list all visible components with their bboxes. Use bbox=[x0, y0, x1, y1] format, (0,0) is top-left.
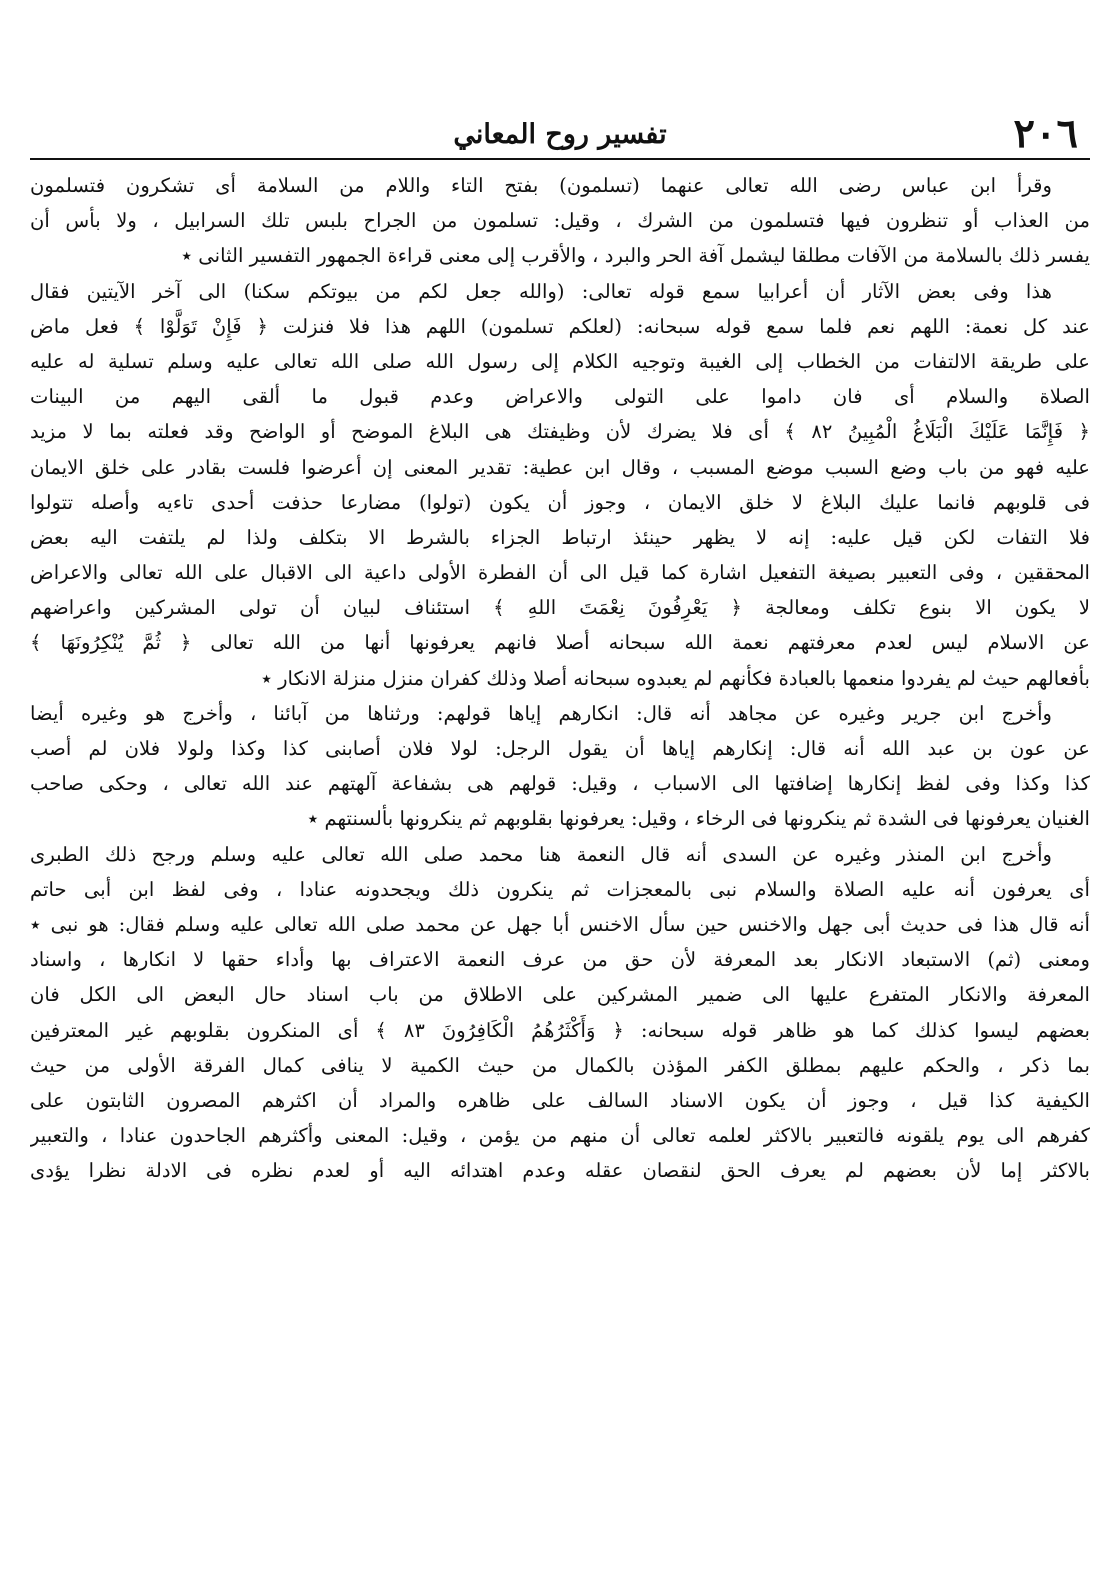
text-line: عن الاسلام ليس لعدم معرفتهم نعمة الله سبحانه أصلا فانهم يعرفونها أنها من الله تعالى ﴿ ثُمَّ يُنْكِرُونَهَا ﴾ bbox=[30, 631, 1090, 655]
text-line: الصلاة والسلام أى فان داموا على التولى والاعراض وعدم قبول ما ألقى اليهم من البينات bbox=[30, 385, 1090, 409]
text-line: بما ذكر ، والحكم عليهم بمطلق الكفر المؤذن بالكمال من حيث الكمية لا ينافى كمال الفرقة الأولى من حيث bbox=[30, 1053, 1090, 1077]
text-line: هذا وفى بعض الآثار أن أعرابيا سمع قوله تعالى: (والله جعل لكم من بيوتكم سكنا) الى آخر الآيتين فقال bbox=[30, 279, 1052, 303]
text-line: بعضهم ليسوا كذلك كما هو ظاهر قوله سبحانه: ﴿ وَأَكْثَرُهُمُ الْكَافِرُونَ ٨٣ ﴾ أى المنكرون بقلوبهم غير المعترفين bbox=[30, 1018, 1090, 1042]
text-line: كفرهم الى يوم يلقونه فالتعبير بالاكثر لعلمه تعالى أن منهم من يؤمن ، وقيل: المعنى وأكثرهم الجاحدون عنادا ، والتعبير bbox=[30, 1124, 1090, 1148]
text-line: المعرفة والانكار المتفرع عليها الى ضمير المشركين على الاطلاق من باب اسناد حال البعض الى الكل فان bbox=[30, 983, 1090, 1007]
text-line: أنه قال هذا فى حديث أبى جهل والاخنس حين سأل الاخنس أبا جهل عن محمد صلى الله تعالى عليه وسلم فقال: هو نبى ٭ bbox=[30, 912, 1090, 936]
text-line: كذا وكذا وفى لفظ إنكارها إضافتها الى الاسباب ، وقيل: قولهم هى بشفاعة آلهتهم عند الله تعالى ، وحكى صاحب bbox=[30, 772, 1090, 796]
text-line: الغنيان يعرفونها فى الشدة ثم ينكرونها فى الرخاء ، وقيل: يعرفونها بقلوبهم ثم ينكرونها بألسنتهم ٭ bbox=[307, 807, 1090, 831]
text-line: عليه فهو من باب وضع السبب موضع المسبب ، وقال ابن عطية: تقدير المعنى إن أعرضوا فلست بقادر على خلق الايمان bbox=[30, 455, 1090, 479]
text-line: فلا التفات لكن قيل عليه: إنه لا يظهر حينئذ ارتباط الجزاء بالشرط الا بتكلف ولذا لم يلتفت اليه بعض bbox=[30, 525, 1090, 549]
text-line: الكيفية كذا قيل ، وجوز أن يكون الاسناد السالف على ظاهره والمراد أن اكثرهم المصرون الثابتون على bbox=[30, 1088, 1090, 1112]
text-line: ومعنى (ثم) الاستبعاد الانكار بعد المعرفة لأن حق من عرف النعمة الاعتراف بها وأداء حقها لا انكارها ، واسناد bbox=[30, 948, 1090, 972]
text-line: وأخرج ابن المنذر وغيره عن السدى أنه قال النعمة هنا محمد صلى الله تعالى عليه وسلم ورجح ذلك الطبرى bbox=[30, 842, 1052, 866]
text-line: أى يعرفون أنه عليه الصلاة والسلام نبى بالمعجزات ثم ينكرون ذلك ويجحدونه عنادا ، وفى لفظ ابن أبى حاتم bbox=[30, 877, 1090, 901]
text-line: ﴿ فَإِنَّمَا عَلَيْكَ الْبَلَاغُ الْمُبِينُ ٨٢ ﴾ أى فلا يضرك لأن وظيفتك هى البلاغ الموضح أو الواضح وقد فعلته بما لا مزيد bbox=[30, 420, 1090, 444]
text-line: وقرأ ابن عباس رضى الله تعالى عنهما (تسلمون) بفتح التاء واللام من السلامة أى تشكرون فتسلمون bbox=[30, 174, 1052, 197]
text-line: وأخرج ابن جرير وغيره عن مجاهد أنه قال: انكارهم إياها قولهم: ورثناها من آبائنا ، وأخرج هو وغيره أيضا bbox=[30, 701, 1052, 725]
page-header bbox=[30, 108, 1090, 160]
text-line: بأفعالهم حيث لم يفردوا منعمها بالعبادة فكأنهم لم يعبدوه سبحانه أصلا وذلك كفران منزل منزلة الانكار ٭ bbox=[261, 666, 1090, 690]
text-line: فى قلوبهم فانما عليك البلاغ لا خلق الايمان ، وجوز أن يكون (تولوا) مضارعا حذفت أحدى تاءيه وأصله تتولوا bbox=[30, 490, 1090, 514]
running-title: تفسير روح المعاني bbox=[453, 119, 667, 150]
text-line: عن عون بن عبد الله أنه قال: إنكارهم إياها أن يقول الرجل: لولا فلان أصابنى كذا وكذا ولولا فلان لم أصب bbox=[30, 737, 1090, 760]
page bbox=[30, 108, 1090, 1568]
page-number: ٢٠٦ bbox=[1013, 110, 1078, 157]
text-line: يفسر ذلك بالسلامة من الآفات مطلقا ليشمل آفة الحر والبرد ، والأقرب إلى معنى قراءة الجمهور التفسير الثانى ٭ bbox=[181, 244, 1090, 268]
text-line: لا يكون الا بنوع تكلف ومعالجة ﴿ يَعْرِفُونَ نِعْمَتَ اللهِ ﴾ استئناف لبيان أن تولى المشركين واعراضهم bbox=[30, 596, 1090, 620]
text-line: على طريقة الالتفات من الخطاب إلى الغيبة وتوجيه الكلام إلى رسول الله صلى الله تعالى عليه وسلم تسلية له عليه bbox=[30, 349, 1090, 373]
text-line: المحققين ، وفى التعبير بصيغة التفعيل اشارة كما قيل الى أن الفطرة الأولى داعية الى الاقبال على الله تعالى والاعراض bbox=[30, 561, 1090, 585]
text-line: بالاكثر إما لأن بعضهم لم يعرف الحق لنقصان عقله وعدم اهتدائه اليه أو لعدم نظره فى الادلة نظرا يؤدى bbox=[30, 1159, 1090, 1183]
text-line: عند كل نعمة: اللهم نعم فلما سمع قوله سبحانه: (لعلكم تسلمون) اللهم هذا فلا فنزلت ﴿ فَإِنْ تَوَلَّوْا ﴾ فعل ماض bbox=[30, 314, 1090, 338]
body-text bbox=[30, 160, 1090, 1188]
text-line: من العذاب أو تنظرون فيها فتسلمون من الشرك ، وقيل: تسلمون من الجراح بلبس تلك السرابيل ، ولا بأس أن bbox=[30, 209, 1090, 233]
